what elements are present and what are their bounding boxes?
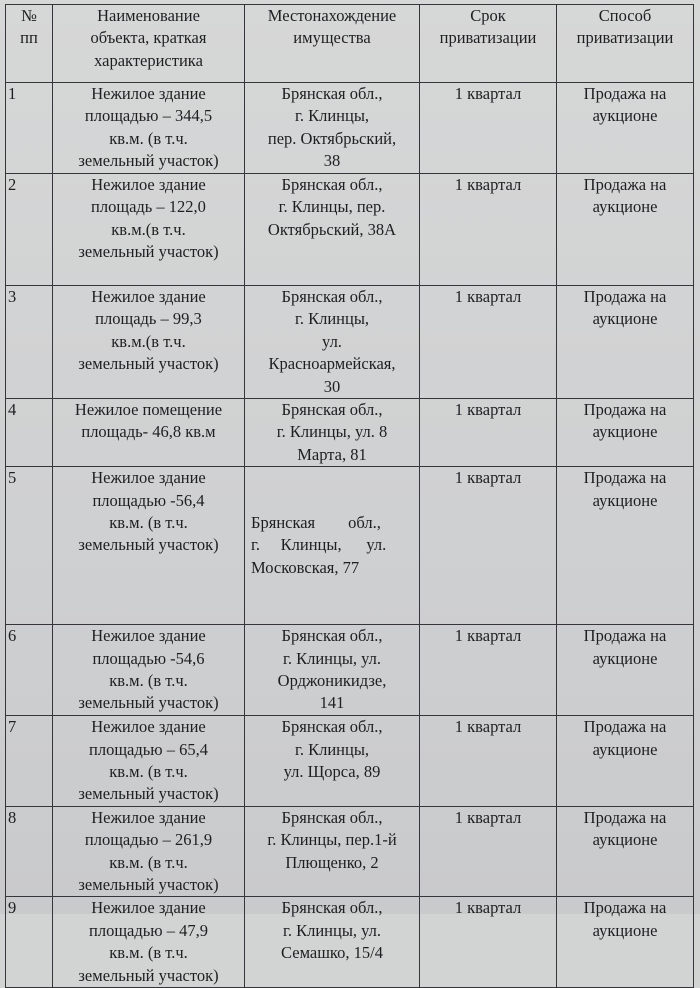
header-object-name: Наименование объекта, краткая характеристика [53, 5, 245, 83]
property-location: Брянская обл., г. Клинцы, пер. Октябрьский, 38 [245, 83, 420, 174]
privatization-method: Продажа на аукционе [557, 399, 694, 467]
row-number: 9 [6, 897, 53, 988]
object-description: Нежилое здание площадью -56,4 кв.м. (в т.ч. земельный участок) [53, 467, 245, 625]
property-location: Брянская обл., г. Клинцы, ул. Семашко, 15/4 [245, 897, 420, 988]
table-row [6, 625, 694, 716]
object-description: Нежилое здание площадь – 122,0 кв.м.(в т.ч. земельный участок) [53, 174, 245, 286]
row-number: 4 [6, 399, 53, 467]
row-number: 1 [6, 83, 53, 174]
privatization-term: 1 квартал [420, 467, 557, 625]
privatization-term: 1 квартал [420, 897, 557, 988]
table-row [6, 716, 694, 807]
privatization-method: Продажа на аукционе [557, 806, 694, 897]
privatization-term: 1 квартал [420, 83, 557, 174]
privatization-term: 1 квартал [420, 625, 557, 716]
privatization-method: Продажа на аукционе [557, 625, 694, 716]
table-row [6, 897, 694, 988]
row-number: 3 [6, 286, 53, 399]
property-location: Брянская обл., г. Клинцы, пер. Октябрьский, 38А [245, 174, 420, 286]
row-number: 7 [6, 716, 53, 807]
table-row [6, 806, 694, 897]
property-location: Брянская обл., г. Клинцы, ул. Красноармейская, 30 [245, 286, 420, 399]
row-number: 5 [6, 467, 53, 625]
privatization-method: Продажа на аукционе [557, 716, 694, 807]
header-location: Местонахождение имущества [245, 5, 420, 83]
row-number: 2 [6, 174, 53, 286]
object-description: Нежилое здание площадью – 65,4 кв.м. (в т.ч. земельный участок) [53, 716, 245, 807]
privatization-term: 1 квартал [420, 716, 557, 807]
privatization-term: 1 квартал [420, 174, 557, 286]
table-row [6, 467, 694, 625]
table-row [6, 399, 694, 467]
header-row [6, 5, 694, 83]
property-location: Брянская обл., г. Клинцы, ул. Щорса, 89 [245, 716, 420, 807]
property-location: Брянская обл., г. Клинцы, ул. 8 Марта, 81 [245, 399, 420, 467]
privatization-term: 1 квартал [420, 286, 557, 399]
object-description: Нежилое здание площадь – 99,3 кв.м.(в т.ч. земельный участок) [53, 286, 245, 399]
row-number: 8 [6, 806, 53, 897]
property-location: Брянская обл., г. Клинцы, ул. Орджоникидзе, 141 [245, 625, 420, 716]
object-description: Нежилое помещение площадь- 46,8 кв.м [53, 399, 245, 467]
header-term: Срок приватизации [420, 5, 557, 83]
privatization-method: Продажа на аукционе [557, 174, 694, 286]
object-description: Нежилое здание площадью – 47,9 кв.м. (в т.ч. земельный участок) [53, 897, 245, 988]
privatization-method: Продажа на аукционе [557, 83, 694, 174]
privatization-method: Продажа на аукционе [557, 897, 694, 988]
privatization-method: Продажа на аукционе [557, 286, 694, 399]
table-row [6, 83, 694, 174]
privatization-term: 1 квартал [420, 399, 557, 467]
table-row [6, 174, 694, 286]
object-description: Нежилое здание площадью -54,6 кв.м. (в т.ч. земельный участок) [53, 625, 245, 716]
object-description: Нежилое здание площадью – 261,9 кв.м. (в т.ч. земельный участок) [53, 806, 245, 897]
property-location: Брянская обл., г. Клинцы, ул. Московская, 77 [245, 467, 420, 625]
privatization-table [5, 4, 694, 988]
object-description: Нежилое здание площадью – 344,5 кв.м. (в т.ч. земельный участок) [53, 83, 245, 174]
privatization-method: Продажа на аукционе [557, 467, 694, 625]
privatization-term: 1 квартал [420, 806, 557, 897]
row-number: 6 [6, 625, 53, 716]
table-row [6, 286, 694, 399]
property-location: Брянская обл., г. Клинцы, пер.1-й Плющенко, 2 [245, 806, 420, 897]
header-method: Способ приватизации [557, 5, 694, 83]
header-number: № пп [6, 5, 53, 83]
